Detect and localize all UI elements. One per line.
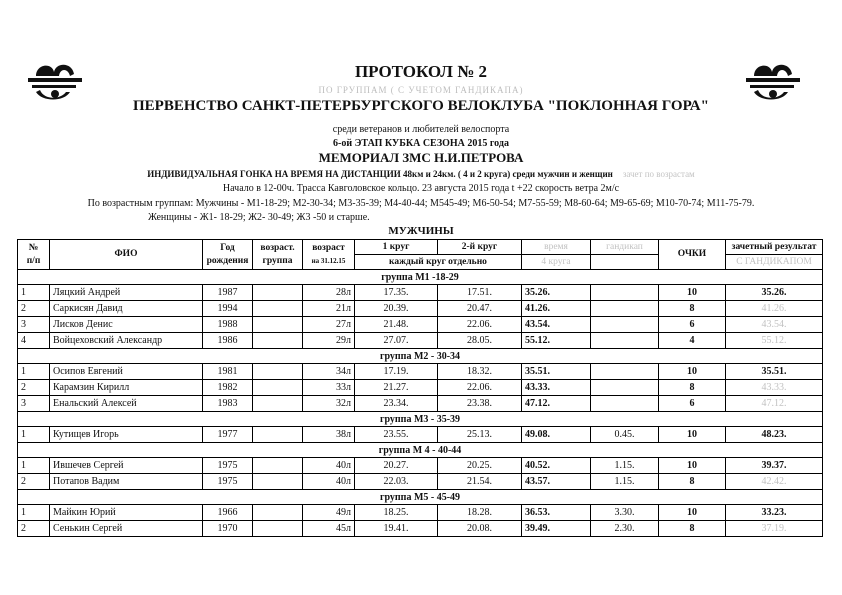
row-lap1: 20.27. (355, 458, 438, 474)
row-result: 41.26. (726, 301, 823, 317)
row-number: 3 (18, 396, 50, 412)
row-points: 8 (659, 380, 726, 396)
row-number: 2 (18, 521, 50, 537)
table-row (18, 333, 823, 349)
row-total-time: 41.26. (522, 301, 591, 317)
row-handicap (591, 333, 659, 349)
row-result: 35.26. (726, 285, 823, 301)
row-points: 10 (659, 505, 726, 521)
start-info-line: Начало в 12-00ч. Трасса Кавголовское кольцо. 23 августа 2015 года t +22 скорость ветра 2м/с (222, 183, 620, 194)
group-label: группа М1 -18-29 (18, 270, 823, 285)
women-age-groups: Женщины - Ж1- 18-29; Ж2- 30-49; Ж3 -50 и старше. (148, 212, 370, 223)
table-row (18, 380, 823, 396)
row-age-group (253, 396, 303, 412)
col-fio: ФИО (50, 240, 203, 270)
row-points: 10 (659, 364, 726, 380)
row-handicap: 1.15. (591, 458, 659, 474)
row-age-group (253, 521, 303, 537)
row-lap1: 19.41. (355, 521, 438, 537)
col-num: № п/п (18, 240, 50, 270)
table-row (18, 396, 823, 412)
row-age-group (253, 474, 303, 490)
row-lap2: 22.06. (438, 317, 522, 333)
col-lap2: 2-й круг (438, 240, 522, 255)
row-handicap: 3.30. (591, 505, 659, 521)
row-result: 33.23. (726, 505, 823, 521)
row-lap1: 18.25. (355, 505, 438, 521)
row-points: 4 (659, 333, 726, 349)
row-lap2: 18.32. (438, 364, 522, 380)
row-result: 42.42. (726, 474, 823, 490)
row-handicap (591, 380, 659, 396)
row-handicap (591, 364, 659, 380)
col-total-sub: 4 круга (522, 255, 591, 270)
row-total-time: 43.57. (522, 474, 591, 490)
row-name: Карамзин Кирилл (50, 380, 203, 396)
row-points: 8 (659, 521, 726, 537)
row-lap2: 17.51. (438, 285, 522, 301)
row-lap1: 21.27. (355, 380, 438, 396)
row-name: Ившечев Сергей (50, 458, 203, 474)
memorial-line: МЕМОРИАЛ ЗМС Н.И.ПЕТРОВА (318, 150, 524, 165)
row-total-time: 39.49. (522, 521, 591, 537)
race-description: ИНДИВИДУАЛЬНАЯ ГОНКА НА ВРЕМЯ НА ДИСТАНЦИИ 48км и 24км. ( 4 и 2 круга) среди мужчин и женщин (147, 169, 613, 179)
row-age-group (253, 301, 303, 317)
row-age: 27л (303, 317, 355, 333)
row-birth-year: 1987 (203, 285, 253, 301)
col-age: возраст на 31.12.15 (303, 240, 355, 270)
championship-title: ПЕРВЕНСТВО САНКТ-ПЕТЕРБУРГСКОГО ВЕЛОКЛУБА "ПОКЛОННАЯ ГОРА" (133, 98, 709, 114)
table-row (18, 458, 823, 474)
row-age: 29л (303, 333, 355, 349)
row-age: 40л (303, 474, 355, 490)
row-age-group (253, 317, 303, 333)
row-age-group (253, 380, 303, 396)
col-total: время (522, 240, 591, 255)
row-age: 32л (303, 396, 355, 412)
row-name: Саркисян Давид (50, 301, 203, 317)
row-lap1: 23.34. (355, 396, 438, 412)
row-lap2: 22.06. (438, 380, 522, 396)
row-age-group (253, 333, 303, 349)
row-age: 49л (303, 505, 355, 521)
stage-line: 6-ой ЭТАП КУБКА СЕЗОНА 2015 года (333, 138, 509, 149)
row-age-group (253, 427, 303, 443)
row-handicap: 1.15. (591, 474, 659, 490)
row-lap2: 25.13. (438, 427, 522, 443)
row-result: 35.51. (726, 364, 823, 380)
protocol-title: ПРОТОКОЛ № 2 (354, 62, 488, 81)
row-lap2: 28.05. (438, 333, 522, 349)
group-label: группа М5 - 45-49 (18, 490, 823, 505)
row-birth-year: 1988 (203, 317, 253, 333)
row-age-group (253, 364, 303, 380)
row-age-group (253, 458, 303, 474)
row-total-time: 40.52. (522, 458, 591, 474)
row-total-time: 43.33. (522, 380, 591, 396)
row-lap1: 20.39. (355, 301, 438, 317)
row-birth-year: 1983 (203, 396, 253, 412)
row-total-time: 43.54. (522, 317, 591, 333)
table-row (18, 317, 823, 333)
row-name: Потапов Вадим (50, 474, 203, 490)
row-name: Войцеховский Александр (50, 333, 203, 349)
row-age: 40л (303, 458, 355, 474)
group-header-row (18, 349, 823, 364)
row-name: Лисков Денис (50, 317, 203, 333)
row-number: 1 (18, 458, 50, 474)
row-age: 21л (303, 301, 355, 317)
row-handicap (591, 396, 659, 412)
row-points: 8 (659, 301, 726, 317)
row-lap1: 17.19. (355, 364, 438, 380)
col-year: Год рождения (203, 240, 253, 270)
row-birth-year: 1982 (203, 380, 253, 396)
row-handicap: 2.30. (591, 521, 659, 537)
table-row (18, 521, 823, 537)
row-name: Сенькин Сергей (50, 521, 203, 537)
row-number: 2 (18, 380, 50, 396)
row-result: 43.54. (726, 317, 823, 333)
row-birth-year: 1977 (203, 427, 253, 443)
row-name: Енальский Алексей (50, 396, 203, 412)
table-row (18, 364, 823, 380)
row-handicap (591, 301, 659, 317)
row-age: 33л (303, 380, 355, 396)
row-points: 10 (659, 458, 726, 474)
row-handicap: 0.45. (591, 427, 659, 443)
group-label: группа М 4 - 40-44 (18, 443, 823, 458)
col-points: ОЧКИ (659, 240, 726, 270)
row-points: 6 (659, 396, 726, 412)
col-group: возраст. группа (253, 240, 303, 270)
row-name: Ляцкий Андрей (50, 285, 203, 301)
row-birth-year: 1966 (203, 505, 253, 521)
row-lap2: 20.08. (438, 521, 522, 537)
row-birth-year: 1994 (203, 301, 253, 317)
row-number: 2 (18, 301, 50, 317)
row-name: Осипов Евгений (50, 364, 203, 380)
row-points: 6 (659, 317, 726, 333)
row-age: 34л (303, 364, 355, 380)
group-header-row (18, 490, 823, 505)
row-total-time: 35.26. (522, 285, 591, 301)
row-name: Майкин Юрий (50, 505, 203, 521)
row-birth-year: 1975 (203, 474, 253, 490)
row-number: 1 (18, 364, 50, 380)
table-row (18, 505, 823, 521)
col-handicap-sub (591, 255, 659, 270)
row-birth-year: 1981 (203, 364, 253, 380)
row-lap1: 22.03. (355, 474, 438, 490)
row-birth-year: 1970 (203, 521, 253, 537)
audience-line: среди ветеранов и любителей велоспорта (332, 124, 510, 135)
row-lap1: 23.55. (355, 427, 438, 443)
men-age-groups: По возрастным группам: Мужчины - М1-18-29; М2-30-34; М3-35-39; М4-40-44; М545-49; М6-50-54; М7-55-59; М8-60-64; М9-65-69; М10-70-74; М11-75-79. (87, 198, 755, 209)
row-lap2: 20.25. (438, 458, 522, 474)
col-lap-sub: каждый круг отдельно (355, 255, 522, 270)
row-age-group (253, 505, 303, 521)
row-age: 38л (303, 427, 355, 443)
row-lap2: 23.38. (438, 396, 522, 412)
row-lap1: 17.35. (355, 285, 438, 301)
row-number: 1 (18, 505, 50, 521)
table-row (18, 427, 823, 443)
results-table (17, 239, 823, 537)
row-lap2: 20.47. (438, 301, 522, 317)
row-number: 4 (18, 333, 50, 349)
row-total-time: 47.12. (522, 396, 591, 412)
row-number: 2 (18, 474, 50, 490)
col-lap1: 1 круг (355, 240, 438, 255)
row-total-time: 49.08. (522, 427, 591, 443)
row-points: 8 (659, 474, 726, 490)
col-handicap: гандикап (591, 240, 659, 255)
group-header-row (18, 443, 823, 458)
row-points: 10 (659, 285, 726, 301)
col-result: зачетный результат (726, 240, 823, 255)
row-lap1: 27.07. (355, 333, 438, 349)
row-result: 39.37. (726, 458, 823, 474)
row-points: 10 (659, 427, 726, 443)
row-result: 55.12. (726, 333, 823, 349)
row-number: 1 (18, 427, 50, 443)
row-lap1: 21.48. (355, 317, 438, 333)
section-title: МУЖЧИНЫ (388, 225, 454, 237)
row-birth-year: 1986 (203, 333, 253, 349)
row-lap2: 18.28. (438, 505, 522, 521)
row-age-group (253, 285, 303, 301)
row-total-time: 35.51. (522, 364, 591, 380)
race-faded-note: зачет по возрастам (622, 169, 695, 179)
row-total-time: 36.53. (522, 505, 591, 521)
faded-subtitle: ПО ГРУППАМ ( С УЧЕТОМ ГАНДИКАПА) (318, 85, 524, 95)
row-result: 43.33. (726, 380, 823, 396)
row-lap2: 21.54. (438, 474, 522, 490)
row-age: 28л (303, 285, 355, 301)
row-number: 3 (18, 317, 50, 333)
group-label: группа М3 - 35-39 (18, 412, 823, 427)
row-handicap (591, 317, 659, 333)
col-result-sub: С ГАНДИКАПОМ (726, 255, 823, 270)
group-label: группа М2 - 30-34 (18, 349, 823, 364)
group-header-row (18, 412, 823, 427)
row-handicap (591, 285, 659, 301)
table-row (18, 474, 823, 490)
row-birth-year: 1975 (203, 458, 253, 474)
race-line (0, 169, 842, 179)
row-total-time: 55.12. (522, 333, 591, 349)
row-age: 45л (303, 521, 355, 537)
row-name: Кутищев Игорь (50, 427, 203, 443)
group-header-row (18, 270, 823, 285)
row-number: 1 (18, 285, 50, 301)
row-result: 47.12. (726, 396, 823, 412)
table-header-row (18, 240, 823, 255)
table-row (18, 285, 823, 301)
results-body (18, 270, 823, 537)
row-result: 37.19. (726, 521, 823, 537)
table-row (18, 301, 823, 317)
row-result: 48.23. (726, 427, 823, 443)
